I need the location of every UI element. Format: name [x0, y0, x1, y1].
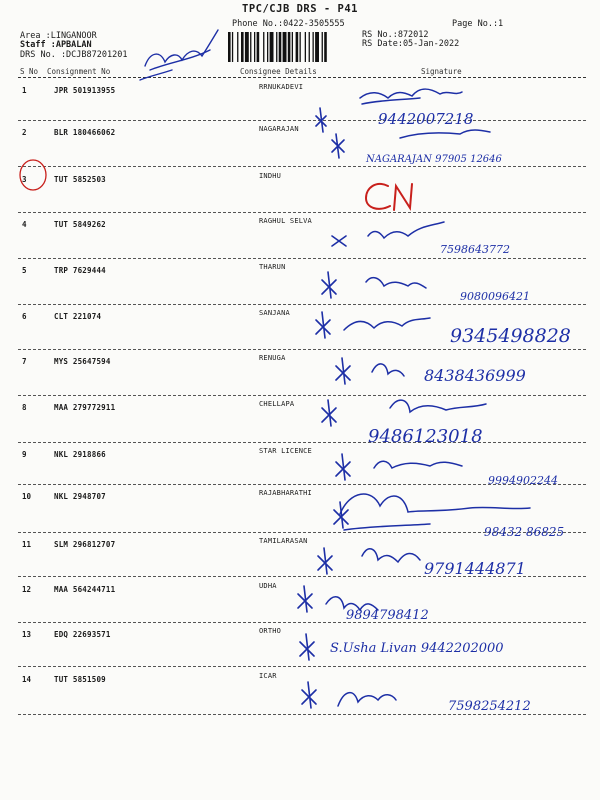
row-divider: [18, 120, 586, 121]
row-consignee-name: RRNUKADEVI: [259, 83, 304, 91]
row-serial-number: 6: [22, 312, 27, 321]
column-header-consignment: Consignment No: [47, 67, 111, 76]
barcode-image: [228, 32, 352, 62]
row-serial-number: 13: [22, 630, 32, 639]
row-divider: [18, 212, 586, 213]
row-consignment-number: SLM 296812707: [54, 540, 116, 549]
handwritten-phone-numbers: [330, 110, 571, 714]
signature-scribbles: [326, 89, 530, 706]
tick-marks: [298, 108, 350, 708]
column-header-sno: S No: [20, 67, 39, 76]
row-consignment-number: EDQ 22693571: [54, 630, 111, 639]
row-divider: [18, 622, 586, 623]
header-divider: [18, 77, 586, 78]
row-handwritten-note: 9791444871: [424, 559, 526, 578]
row-handwritten-note: 9345498828: [450, 325, 571, 347]
row-consignee-name: SANJANA: [259, 309, 290, 317]
row-consignee-name: NAGARAJAN: [259, 125, 299, 133]
row-consignee-name: CHELLAPA: [259, 400, 295, 408]
row-serial-number: 12: [22, 585, 32, 594]
row-consignment-number: BLR 180466062: [54, 128, 116, 137]
page-number: Page No.:1: [452, 19, 504, 29]
rs-number: RS No.:872012: [362, 30, 429, 40]
row-consignment-number: MAA 564244711: [54, 585, 116, 594]
staff-scribble: [140, 30, 218, 80]
row-consignment-number: NKL 2918866: [54, 450, 106, 459]
row-handwritten-note: 9486123018: [368, 426, 483, 447]
row-consignee-name: RAJABHARATHI: [259, 489, 312, 497]
row-serial-number: 2: [22, 128, 27, 137]
row-consignee-name: THARUN: [259, 263, 286, 271]
row-divider: [18, 532, 586, 533]
row-consignee-name: ICAR: [259, 672, 277, 680]
row-divider: [18, 576, 586, 577]
row-handwritten-note: 9080096421: [460, 290, 530, 303]
row-handwritten-note: NAGARAJAN 97905 12646: [366, 154, 502, 165]
row-handwritten-note: 9442007218: [378, 110, 474, 128]
phone-number: Phone No.:0422-3505555: [232, 19, 345, 29]
row-handwritten-note: 9894798412: [346, 608, 429, 623]
row-serial-number: 11: [22, 540, 32, 549]
rs-date: RS Date:05-Jan-2022: [362, 39, 460, 49]
sheet-title: TPC/CJB DRS - P41: [242, 3, 358, 15]
row-serial-number: 9: [22, 450, 27, 459]
area-label: Area :LINGANOOR: [20, 31, 97, 41]
staff-label: Staff :APBALAN: [20, 40, 92, 50]
row-consignment-number: TRP 7629444: [54, 266, 106, 275]
row-consignee-name: RENUGA: [259, 354, 286, 362]
row-serial-number: 3: [22, 175, 27, 184]
row-handwritten-note: 9994902244: [488, 474, 558, 487]
row-divider: [18, 258, 586, 259]
row-consignee-name: ORTHO: [259, 627, 282, 635]
row-consignment-number: TUT 5851509: [54, 675, 106, 684]
row-serial-number: 10: [22, 492, 32, 501]
row-handwritten-note: 8438436999: [424, 366, 526, 385]
row-consignee-name: UDHA: [259, 582, 277, 590]
row-consignment-number: JPR 501913955: [54, 86, 116, 95]
row-consignee-name: STAR LICENCE: [259, 447, 312, 455]
row-handwritten-note: 98432 86825: [484, 525, 565, 539]
row-divider: [18, 166, 586, 167]
row-divider: [18, 349, 586, 350]
row-consignment-number: CLT 221074: [54, 312, 102, 321]
row-serial-number: 8: [22, 403, 27, 412]
row-consignment-number: TUT 5852503: [54, 175, 106, 184]
row-consignment-number: TUT 5849262: [54, 220, 106, 229]
row-handwritten-note: S.Usha Livan 9442202000: [330, 641, 504, 656]
row-consignee-name: TAMILARASAN: [259, 537, 308, 545]
column-header-consignee: Consignee Details: [240, 67, 317, 76]
column-header-signature: Signature: [421, 67, 462, 76]
row-consignment-number: MYS 25647594: [54, 357, 111, 366]
row-consignment-number: NKL 2948707: [54, 492, 106, 501]
row-divider: [18, 484, 586, 485]
row3-cn-mark: [366, 184, 412, 210]
row-divider: [18, 304, 586, 305]
row-divider: [18, 442, 586, 443]
row-handwritten-note: 7598643772: [440, 243, 510, 256]
row-divider: [18, 395, 586, 396]
row-consignee-name: INDHU: [259, 172, 282, 180]
row-serial-number: 7: [22, 357, 27, 366]
row-consignee-name: RAGHUL SELVA: [259, 217, 312, 225]
row-handwritten-note: 7598254212: [448, 699, 531, 714]
row-serial-number: 1: [22, 86, 27, 95]
drs-number: DRS No. :DCJB87201201: [20, 50, 128, 60]
row-consignment-number: MAA 279772911: [54, 403, 116, 412]
row-serial-number: 4: [22, 220, 27, 229]
row-serial-number: 14: [22, 675, 32, 684]
row-divider: [18, 666, 586, 667]
row-divider: [18, 714, 586, 715]
row-serial-number: 5: [22, 266, 27, 275]
